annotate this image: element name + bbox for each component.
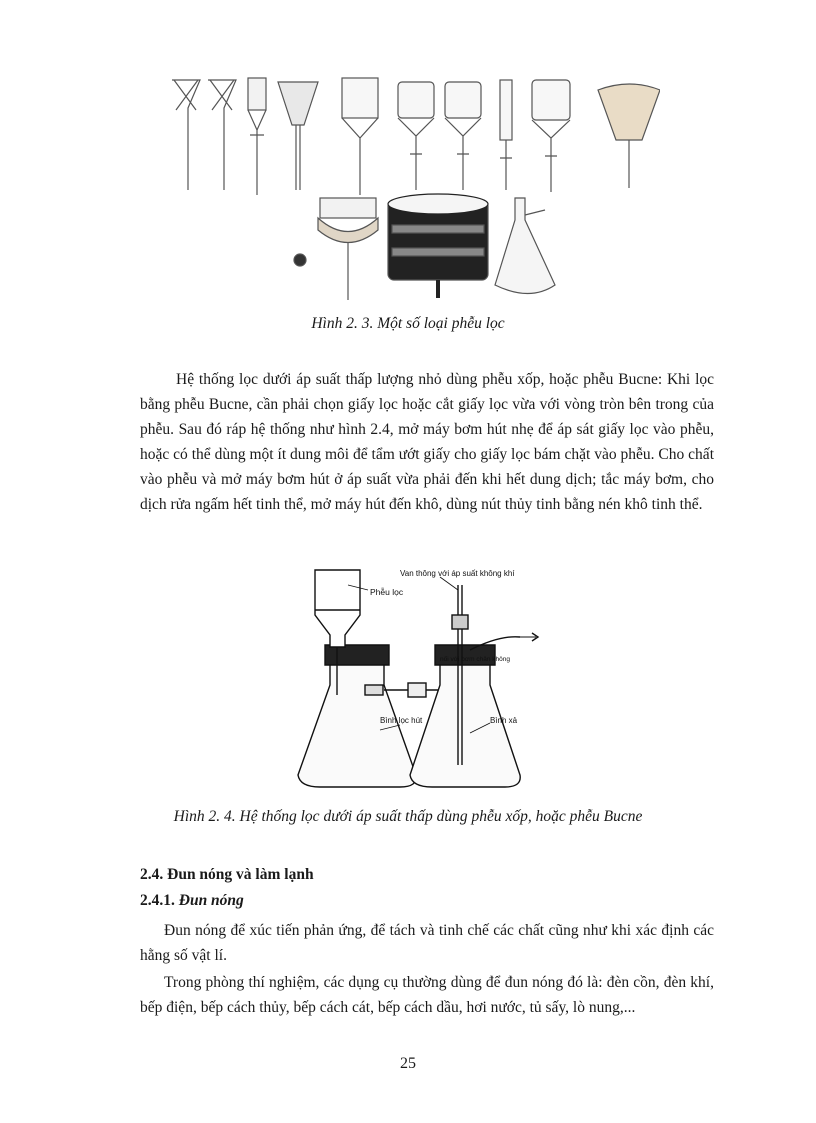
subsection-number: 2.4.1. [140,892,175,909]
paragraph-heating-tools: Trong phòng thí nghiệm, các dụng cụ thường dùng để đun nóng đó là: đèn cồn, đèn khí, bếp điện, bếp cách thủy, bếp cách cát, bếp cách dầu, hơi nước, tủ sấy, lò nung,... [140,974,714,1016]
label-funnel: Phễu lọc [370,587,404,597]
label-pump: nối với bơm chân không [440,656,510,663]
section-heading: 2.4. Đun nóng và làm lạnh [140,866,314,883]
label-filter-flask: Bình lọc hút [380,716,423,725]
figure-vacuum-filtration [290,565,540,795]
figure-2-3-caption: Hình 2. 3. Một số loại phễu lọc [311,315,505,332]
subsection-heading [140,892,244,910]
label-trap-flask: Bình xả [490,716,518,725]
label-valve: Van thông với áp suất không khí [400,569,515,578]
figure-2-4-caption: Hình 2. 4. Hệ thống lọc dưới áp suất thấp dùng phễu xốp, hoặc phễu Bucne [173,808,643,825]
subsection-title: Đun nóng [178,892,244,909]
figure-filter-funnels [160,70,660,310]
paragraph-heating-purpose: Đun nóng để xúc tiến phản ứng, để tách và tinh chế các chất cũng như khi xác định các hằng số vật lí. [140,922,714,964]
paragraph-filtration: Hệ thống lọc dưới áp suất thấp lượng nhỏ dùng phễu xốp, hoặc phễu Bucne: Khi lọc bằng phễu Bucne, cần phải chọn giấy lọc hoặc cắt giấy lọc vừa với vòng tròn bên trong của phễu. Sau đó ráp hệ thống như hình 2.4, mở máy bơm hút nhẹ để áp sát giấy lọc vào phễu, hoặc có thể dùng một ít dung môi để tẩm ướt giấy cho giấy lọc bám chặt vào phễu. Cho chất vào phễu và mở máy bơm hút ở áp suất vừa phải đến khi hết dung dịch; tắc máy bơm, cho dịch rửa ngấm hết tinh thể, mở máy hút đến khô, dùng nút thủy tinh bằng nén khô tinh thể. [140,371,714,513]
page-number: 25 [400,1055,416,1072]
